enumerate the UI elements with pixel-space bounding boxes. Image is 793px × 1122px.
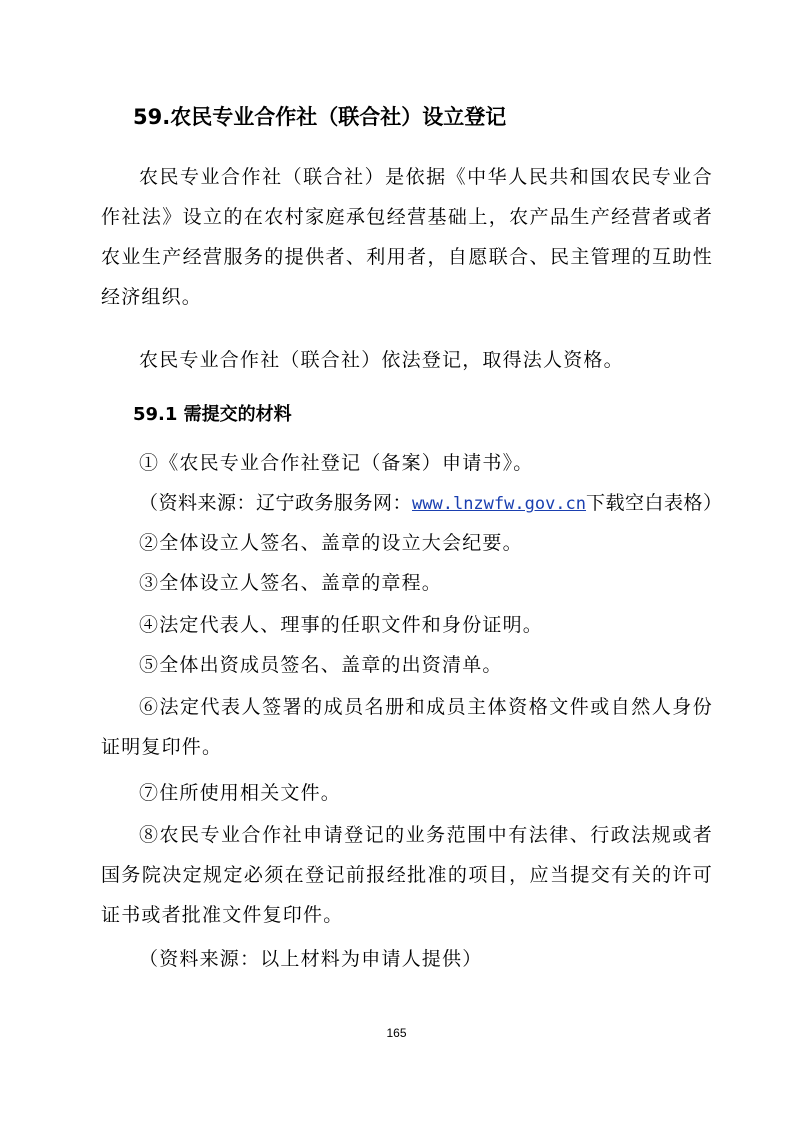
material-item-7: ⑦住所使用相关文件。 [139, 782, 342, 804]
section-title: 59.农民专业合作社（联合社）设立登记 [133, 105, 507, 129]
portal-link[interactable]: www.lnzwfw.gov.cn [412, 494, 587, 514]
materials-heading: 59.1 需提交的材料 [133, 404, 292, 425]
material-item-6: ⑥法定代表人签署的成员名册和成员主体资格文件或自然人身份证明复印件。 [101, 696, 713, 758]
applicant-source-note: （资料来源：以上材料为申请人提供） [139, 948, 483, 970]
material-item-3: ③全体设立人签名、盖章的章程。 [139, 572, 443, 594]
intro-paragraph: 农民专业合作社（联合社）是依据《中华人民共和国农民专业合作社法》设立的在农村家庭承包经营基础上，农产品生产经营者或者农业生产经营服务的提供者、利用者，自愿联合、民主管理的互助性经济组织。 [101, 166, 713, 308]
source-note-prefix: （资料来源：辽宁政务服务网： [139, 492, 413, 514]
material-item-2: ②全体设立人签名、盖章的设立大会纪要。 [139, 532, 523, 554]
material-item-4: ④法定代表人、理事的任职文件和身份证明。 [139, 614, 544, 636]
material-item-8: ⑧农民专业合作社申请登记的业务范围中有法律、行政法规或者国务院决定规定必须在登记前报经批准的项目，应当提交有关的许可证书或者批准文件复印件。 [101, 824, 713, 926]
page-number: 165 [386, 1026, 407, 1040]
material-source-note [101, 483, 723, 524]
material-item-5: ⑤全体出资成员签名、盖章的出资清单。 [139, 654, 503, 676]
legal-status-paragraph: 农民专业合作社（联合社）依法登记，取得法人资格。 [139, 349, 624, 371]
material-item-1: ①《农民专业合作社登记（备案）申请书》。 [139, 452, 534, 474]
source-note-suffix: 下载空白表格） [586, 492, 723, 514]
